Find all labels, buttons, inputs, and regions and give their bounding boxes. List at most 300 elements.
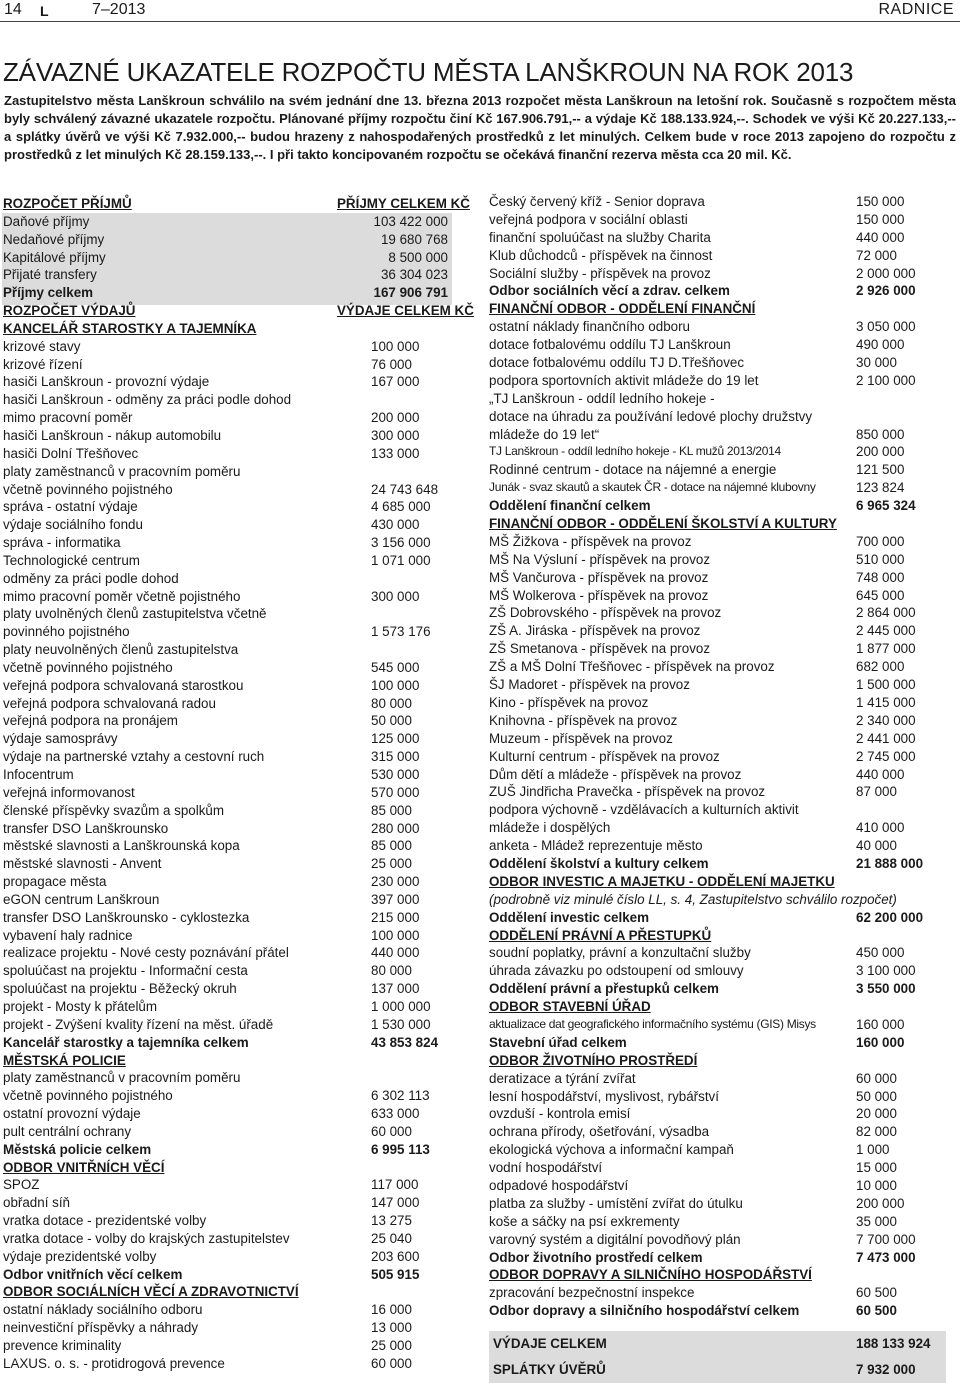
row-label: mimo pracovní poměr včetně pojistného <box>3 588 241 604</box>
row-label: Knihovna - příspěvek na provoz <box>489 712 678 728</box>
row-value: 300 000 <box>371 588 420 604</box>
row-value: 82 000 <box>856 1124 897 1140</box>
row-label: MĚSTSKÁ POLICIE <box>3 1052 126 1068</box>
row-label: SPOZ <box>3 1177 40 1193</box>
row-label: ovzduší - kontrola emisí <box>489 1106 631 1122</box>
row-label: FINANČNÍ ODBOR - ODDĚLENÍ FINANČNÍ <box>489 301 756 317</box>
right-column <box>489 193 959 1320</box>
budget-row <box>489 587 959 605</box>
row-label: ROZPOČET VÝDAJŮ <box>3 303 136 319</box>
row-label: Rodinné centrum - dotace na nájemné a energie <box>489 462 777 478</box>
row-value: 545 000 <box>371 659 420 675</box>
row-label: krizové stavy <box>3 338 81 354</box>
budget-row <box>3 766 475 784</box>
row-label: ZŠ Smetanova - příspěvek na provoz <box>489 641 711 657</box>
row-label: Technologické centrum <box>3 552 140 568</box>
row-value: 300 000 <box>371 427 420 443</box>
budget-row <box>3 427 475 445</box>
budget-row <box>489 390 959 408</box>
budget-row <box>3 1355 475 1373</box>
row-value: 2 864 000 <box>856 605 916 621</box>
row-label: výdaje samosprávy <box>3 731 118 747</box>
row-value: 137 000 <box>371 981 420 997</box>
row-label: Nedaňové příjmy <box>3 231 105 247</box>
budget-row <box>489 694 959 712</box>
budget-row <box>489 712 959 730</box>
row-value: 100 000 <box>371 677 420 693</box>
row-label: Dům dětí a mládeže - příspěvek na provoz <box>489 766 742 782</box>
row-label: Kapitálové příjmy <box>3 249 106 265</box>
row-value: 1 000 <box>856 1142 890 1158</box>
row-label: zpracování bezpečnostní inspekce <box>489 1285 695 1301</box>
budget-row <box>489 801 959 819</box>
budget-row <box>489 927 959 945</box>
row-label: Odbor sociálních věcí a zdrav. celkem <box>489 283 730 299</box>
row-label: ODBOR DOPRAVY A SILNIČNÍHO HOSPODÁŘSTVÍ <box>489 1267 812 1283</box>
row-value: 150 000 <box>856 194 905 209</box>
budget-row <box>489 229 959 247</box>
budget-row <box>3 695 475 713</box>
row-value: 2 745 000 <box>856 748 916 764</box>
budget-row <box>489 497 959 515</box>
row-label: platba za služby - umístění zvířat do útulku <box>489 1195 743 1211</box>
row-value: 7 700 000 <box>856 1231 916 1247</box>
budget-row <box>489 1231 959 1249</box>
totals <box>489 1331 946 1383</box>
budget-row <box>3 677 475 695</box>
row-value: 103 422 000 <box>373 213 448 229</box>
budget-row <box>3 962 475 980</box>
row-label: projekt - Zvýšení kvality řízení na měst. úřadě <box>3 1016 274 1032</box>
budget-row <box>3 481 475 499</box>
row-value: 700 000 <box>856 533 905 549</box>
row-label: ODBOR VNITŘNÍCH VĚCÍ <box>3 1159 165 1175</box>
budget-row <box>3 445 475 463</box>
budget-row <box>489 300 959 318</box>
budget-row <box>489 515 959 533</box>
row-value: 25 000 <box>371 1338 412 1353</box>
section-name: RADNICE <box>878 1 954 18</box>
row-label: spoluúčast na projektu - Běžecký okruh <box>3 981 237 997</box>
row-label: aktualizace dat geografického informačního systému (GIS) Misys <box>489 1016 816 1031</box>
row-value: 3 100 000 <box>856 963 916 979</box>
budget-row <box>3 873 475 891</box>
budget-row <box>3 1069 475 1087</box>
budget-row <box>489 479 959 497</box>
row-value: 510 000 <box>856 551 905 567</box>
row-value: 645 000 <box>856 587 905 603</box>
row-value: 36 304 023 <box>380 267 448 283</box>
row-value: 85 000 <box>371 802 412 818</box>
budget-row <box>489 1141 959 1159</box>
row-value: 60 500 <box>856 1303 897 1319</box>
row-value: 20 000 <box>856 1106 897 1122</box>
row-value: 440 000 <box>856 766 905 782</box>
budget-row <box>489 604 959 622</box>
budget-row <box>489 640 959 658</box>
row-label: Odbor vnitřních věcí celkem <box>3 1266 183 1282</box>
row-label: krizové řízení <box>3 356 83 372</box>
budget-row <box>3 891 475 909</box>
row-value: 60 000 <box>371 1123 412 1139</box>
row-label: ODBOR ŽIVOTNÍHO PROSTŘEDÍ <box>489 1052 698 1068</box>
budget-row <box>489 622 959 640</box>
budget-row <box>3 980 475 998</box>
budget-row <box>3 1248 475 1266</box>
row-label: hasiči Lanškroun - nákup automobilu <box>3 427 222 443</box>
row-value: 570 000 <box>371 784 420 800</box>
row-value: 850 000 <box>856 426 905 442</box>
row-label: ODBOR STAVEBNÍ ÚŘAD <box>489 999 651 1015</box>
budget-row <box>489 354 959 372</box>
row-value: 2 445 000 <box>856 623 916 639</box>
row-value: 13 000 <box>371 1320 412 1336</box>
row-value: 25 000 <box>371 856 412 872</box>
row-value: 150 000 <box>856 211 905 227</box>
budget-row <box>3 195 475 213</box>
row-label: ekologická výchova a informační kampaň <box>489 1142 734 1158</box>
budget-row <box>489 891 959 909</box>
row-label: hasiči Lanškroun - odměny za práci podle dohod <box>3 392 292 408</box>
row-value: 123 824 <box>856 480 905 496</box>
budget-row <box>489 247 959 265</box>
row-label: ostatní náklady sociálního odboru <box>3 1302 203 1318</box>
row-value: 76 000 <box>371 356 412 372</box>
row-value: 121 500 <box>856 462 905 478</box>
budget-row <box>3 909 475 927</box>
row-value: 1 071 000 <box>371 552 431 568</box>
budget-row <box>3 1176 475 1194</box>
row-label: včetně povinného pojistného <box>3 481 173 497</box>
row-value: 147 000 <box>371 1195 420 1211</box>
row-value: 30 000 <box>856 355 897 371</box>
budget-row <box>3 820 475 838</box>
budget-row <box>3 1141 475 1159</box>
row-value: 25 040 <box>371 1230 412 1246</box>
budget-row <box>489 837 959 855</box>
row-label: finanční spoluúčast na služby Charita <box>489 229 711 245</box>
budget-row <box>3 213 475 231</box>
row-value: 200 000 <box>856 444 905 460</box>
budget-row <box>489 1052 959 1070</box>
row-label: ZUŠ Jindřicha Pravečka - příspěvek na provoz <box>489 784 766 800</box>
row-label: ostatní náklady finančního odboru <box>489 319 691 335</box>
budget-row <box>489 211 959 229</box>
row-label: povinného pojistného <box>3 624 130 640</box>
row-label: odpadové hospodářství <box>489 1177 629 1193</box>
budget-row <box>3 266 475 284</box>
row-value: 72 000 <box>856 247 897 263</box>
row-label: ODBOR SOCIÁLNÍCH VĚCÍ A ZDRAVOTNICTVÍ <box>3 1284 299 1300</box>
row-value: 85 000 <box>371 838 412 854</box>
budget-row <box>3 1301 475 1319</box>
row-label: FINANČNÍ ODBOR - ODDĚLENÍ ŠKOLSTVÍ A KULTURY <box>489 516 837 532</box>
row-value: 1 877 000 <box>856 641 916 657</box>
budget-row <box>3 1337 475 1355</box>
row-label: Kancelář starostky a tajemníka celkem <box>3 1034 249 1050</box>
row-label: ZŠ A. Jiráska - příspěvek na provoz <box>489 623 701 639</box>
row-label: ZŠ Dobrovského - příspěvek na provoz <box>489 605 722 621</box>
row-label: platy uvolněných členů zastupitelstva včetně <box>3 606 267 622</box>
row-label: MŠ Na Výsluní - příspěvek na provoz <box>489 551 711 567</box>
row-value: 21 888 000 <box>856 855 924 871</box>
budget-row <box>489 282 959 300</box>
row-value: 397 000 <box>371 891 420 907</box>
row-label: veřejná podpora na pronájem <box>3 713 178 729</box>
row-label: neinvestiční příspěvky a náhrady <box>3 1320 199 1336</box>
row-value: 2 100 000 <box>856 372 916 388</box>
row-label: koše a sáčky na psí exkrementy <box>489 1213 680 1229</box>
newsletter-logo: L <box>40 3 49 19</box>
row-label: deratizace a týrání zvířat <box>489 1070 636 1086</box>
row-value: 6 995 113 <box>371 1141 430 1157</box>
budget-row <box>3 249 475 267</box>
budget-row <box>489 980 959 998</box>
total-value: 7 932 000 <box>856 1362 916 1377</box>
budget-row <box>489 676 959 694</box>
row-label: Oddělení školství a kultury celkem <box>489 855 709 871</box>
total-label: SPLÁTKY ÚVĚRŮ <box>493 1362 606 1377</box>
budget-row <box>3 1052 475 1070</box>
row-label: (podrobně viz minulé číslo LL, s. 4, Zastupitelstvo schválilo rozpočet) <box>489 891 897 907</box>
budget-row <box>489 1302 959 1320</box>
row-label: Kino - příspěvek na provoz <box>489 694 649 710</box>
row-label: veřejná informovanost <box>3 784 135 800</box>
budget-row <box>3 855 475 873</box>
budget-row <box>489 855 959 873</box>
budget-row <box>3 784 475 802</box>
budget-row <box>3 1319 475 1337</box>
row-value: 35 000 <box>856 1213 897 1229</box>
row-value: 2 926 000 <box>856 283 916 299</box>
budget-row <box>489 730 959 748</box>
budget-row <box>3 231 475 249</box>
row-value: 1 500 000 <box>856 677 916 693</box>
row-label: Daňové příjmy <box>3 213 90 229</box>
budget-row <box>489 336 959 354</box>
row-value: 490 000 <box>856 337 905 353</box>
budget-row <box>489 944 959 962</box>
row-label: výdaje prezidentské volby <box>3 1248 157 1264</box>
row-label: obřadní síň <box>3 1195 70 1211</box>
row-label: ROZPOČET PŘÍJMŮ <box>3 196 132 211</box>
row-label: mládeže do 19 let“ <box>489 426 600 442</box>
row-value: 8 500 000 <box>388 249 448 265</box>
budget-row <box>489 443 959 461</box>
row-value: 125 000 <box>371 731 420 747</box>
row-label: varovný systém a digitální povodňový plán <box>489 1231 741 1247</box>
row-value: 15 000 <box>856 1160 897 1176</box>
row-label: veřejná podpora schvalovaná starostkou <box>3 677 244 693</box>
budget-row <box>3 356 475 374</box>
row-label: transfer DSO Lanškrounsko <box>3 820 169 836</box>
row-label: odměny za práci podle dohod <box>3 570 179 586</box>
row-value: 167 000 <box>371 374 420 390</box>
budget-row <box>489 1016 959 1034</box>
row-value: 410 000 <box>856 820 905 836</box>
row-value: 3 050 000 <box>856 319 916 335</box>
row-label: Kulturní centrum - příspěvek na provoz <box>489 748 720 764</box>
budget-row <box>3 1123 475 1141</box>
row-label: ŠJ Madoret - příspěvek na provoz <box>489 677 690 693</box>
budget-row <box>3 1194 475 1212</box>
total-value: 188 133 924 <box>856 1336 931 1351</box>
budget-row <box>489 408 959 426</box>
page-number: 14 <box>4 1 22 18</box>
row-label: dotace fotbalovému oddílu TJ D.Třešňovec <box>489 355 745 371</box>
budget-row <box>3 927 475 945</box>
budget-row <box>489 1034 959 1052</box>
budget-row <box>489 1123 959 1141</box>
row-value: 1 573 176 <box>371 624 431 640</box>
budget-row <box>3 659 475 677</box>
row-value: 60 000 <box>856 1070 897 1086</box>
row-label: eGON centrum Lanškroun <box>3 891 160 907</box>
budget-row <box>489 426 959 444</box>
row-label: Muzeum - příspěvek na provoz <box>489 730 673 746</box>
row-label: členské příspěvky svazům a spolkům <box>3 802 225 818</box>
row-label: dotace fotbalovému oddílu TJ Lanškroun <box>489 337 731 353</box>
row-value: 40 000 <box>856 838 897 854</box>
budget-row <box>3 284 475 302</box>
row-value: 682 000 <box>856 659 905 675</box>
header-rule <box>0 21 960 22</box>
budget-row <box>489 533 959 551</box>
row-value: 1 415 000 <box>856 694 916 710</box>
budget-row <box>3 302 475 320</box>
row-value: 450 000 <box>856 945 905 961</box>
row-label: úhrada závazku po odstoupení od smlouvy <box>489 963 744 979</box>
total-label: VÝDAJE CELKEM <box>493 1336 607 1351</box>
row-label: Oddělení právní a přestupků celkem <box>489 981 719 997</box>
budget-row <box>3 534 475 552</box>
row-label: Přijaté transfery <box>3 267 97 283</box>
budget-row <box>3 463 475 481</box>
row-label: Klub důchodců - příspěvek na činnost <box>489 247 713 263</box>
row-value: 200 000 <box>371 410 420 426</box>
row-value: 16 000 <box>371 1302 412 1318</box>
row-value: 633 000 <box>371 1106 420 1122</box>
row-label: podpora sportovních aktivit mládeže do 19 let <box>489 372 759 388</box>
row-value: 200 000 <box>856 1195 905 1211</box>
row-label: propagace města <box>3 874 107 890</box>
row-label: lesní hospodářství, myslivost, rybářství <box>489 1088 719 1104</box>
budget-row <box>3 712 475 730</box>
budget-row <box>3 552 475 570</box>
row-label: Český červený kříž - Senior doprava <box>489 194 705 209</box>
row-value: 7 473 000 <box>856 1249 916 1265</box>
budget-row <box>489 551 959 569</box>
budget-row <box>489 1284 959 1302</box>
row-value: 2 000 000 <box>856 265 916 281</box>
row-label: „TJ Lanškroun - oddíl ledního hokeje - <box>489 390 715 406</box>
left-column <box>3 195 475 1373</box>
budget-row <box>3 944 475 962</box>
row-value: 100 000 <box>371 927 420 943</box>
budget-row <box>3 1087 475 1105</box>
row-value: 60 500 <box>856 1285 897 1301</box>
row-value: 24 743 648 <box>371 481 439 497</box>
row-value: 440 000 <box>371 945 420 961</box>
budget-row <box>3 373 475 391</box>
budget-row <box>3 338 475 356</box>
budget-row <box>3 588 475 606</box>
row-value: 215 000 <box>371 909 420 925</box>
row-label: vodní hospodářství <box>489 1160 603 1176</box>
row-value: 3 550 000 <box>856 981 916 997</box>
budget-row <box>3 320 475 338</box>
row-value: 87 000 <box>856 784 897 800</box>
row-label: veřejná podpora v sociální oblasti <box>489 211 688 227</box>
budget-row <box>489 372 959 390</box>
row-label: hasiči Dolní Třešňovec <box>3 445 139 461</box>
row-label: anketa - Mládež reprezentuje město <box>489 838 703 854</box>
row-value: 280 000 <box>371 820 420 836</box>
budget-row <box>3 748 475 766</box>
row-value: 4 685 000 <box>371 499 431 515</box>
row-label: správa - informatika <box>3 535 121 551</box>
row-label: Příjmy celkem <box>3 285 94 301</box>
budget-row <box>3 409 475 427</box>
row-label: Odbor životního prostředí celkem <box>489 1249 703 1265</box>
budget-row <box>489 873 959 891</box>
budget-row <box>489 1105 959 1123</box>
row-value: VÝDAJE CELKEM KČ <box>337 303 474 319</box>
row-label: Odbor dopravy a silničního hospodářství celkem <box>489 1303 800 1319</box>
row-label: ochrana přírody, ošetřování, výsadba <box>489 1124 710 1140</box>
budget-row <box>3 1016 475 1034</box>
total-row <box>489 1357 946 1383</box>
row-value: 19 680 768 <box>380 231 448 247</box>
budget-row <box>489 569 959 587</box>
budget-row <box>3 998 475 1016</box>
page-header <box>0 0 960 22</box>
article-intro: Zastupitelstvo města Lanškroun schválilo na svém jednání dne 13. března 2013 rozpočet města Lanškroun na letošní rok. Současně s rozpočtem města byly schválený závazné ukazatele rozpočtu. Plánované příjmy rozpočtu činí Kč 167.906.791,-- a výdaje Kč 188.133.924,--. Schodek ve výši Kč 20.227.133,-- a splátky úvěrů ve výši Kč 7.932.000,-- budou hrazeny z nahospodařených prostředků z let minulých. Celkem bude v roce 2013 zapojeno do rozpočtu z prostředků z let minulých Kč 28.159.133,--. I při takto koncipovaném rozpočtu se očekává finanční rezerva města cca 20 mil. Kč. <box>4 93 956 162</box>
row-label: Oddělení investic celkem <box>489 909 650 925</box>
budget-row <box>3 1159 475 1177</box>
row-label: spoluúčast na projektu - Informační cesta <box>3 963 248 979</box>
budget-row <box>489 461 959 479</box>
budget-row <box>489 962 959 980</box>
row-value: PŘÍJMY CELKEM KČ <box>337 196 470 211</box>
row-label: platy neuvolněných členů zastupitelstva <box>3 642 239 658</box>
row-label: městské slavnosti a Lanškrounská kopa <box>3 838 240 854</box>
row-label: dotace na úhradu za používání ledové plochy družstvy <box>489 408 813 424</box>
row-value: 13 275 <box>371 1213 412 1229</box>
row-label: včetně povinného pojistného <box>3 1088 173 1104</box>
row-value: 748 000 <box>856 569 905 585</box>
budget-row <box>489 1213 959 1231</box>
row-label: platy zaměstnanců v pracovním poměru <box>3 1070 241 1086</box>
row-value: 505 915 <box>371 1266 420 1282</box>
budget-row <box>489 909 959 927</box>
budget-row <box>3 1212 475 1230</box>
row-value: 100 000 <box>371 338 420 354</box>
row-label: realizace projektu - Nové cesty poznávání přátel <box>3 945 289 961</box>
budget-row <box>489 1195 959 1213</box>
row-label: LAXUS. o. s. - protidrogová prevence <box>3 1355 225 1371</box>
row-label: pult centrální ochrany <box>3 1123 132 1139</box>
budget-row <box>489 265 959 283</box>
row-label: TJ Lanškroun - oddíl ledního hokeje - KL mužů 2013/2014 <box>489 444 781 459</box>
row-label: městské slavnosti - Anvent <box>3 856 162 872</box>
row-value: 167 906 791 <box>373 285 448 301</box>
row-label: mimo pracovní poměr <box>3 410 133 426</box>
row-value: 530 000 <box>371 767 420 782</box>
budget-row <box>3 1266 475 1284</box>
row-label: vratka dotace - prezidentské volby <box>3 1213 207 1229</box>
row-value: 203 600 <box>371 1248 420 1264</box>
